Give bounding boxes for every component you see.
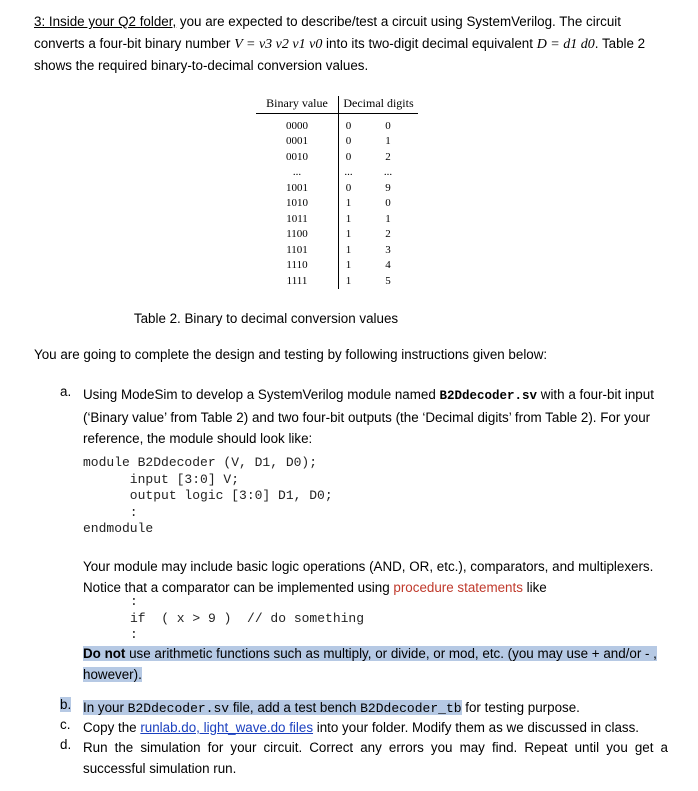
binary-cell: 1110	[286, 259, 308, 272]
decimal-d0-cell: 0	[385, 197, 391, 210]
item-c-text: Copy the runlab.do, light_wave.do files into your folder. Modify them as we discussed in class.	[83, 720, 640, 735]
do-not-emphasis: Do not	[83, 646, 126, 661]
table-row	[256, 114, 418, 134]
table-row	[256, 242, 418, 258]
decimal-d0-cell: 2	[385, 228, 391, 241]
d-expression: D = d1 d0	[536, 36, 595, 52]
binary-cell: 0010	[286, 150, 308, 163]
decimal-d1-cell: 1	[339, 273, 359, 289]
header-binary-value: Binary value	[256, 96, 339, 114]
binary-cell: 0000	[286, 119, 308, 132]
binary-cell: 1010	[286, 197, 308, 210]
header-decimal-digits: Decimal digits	[339, 96, 419, 114]
decimal-d0-cell: ...	[383, 166, 393, 179]
table-caption: Table 2. Binary to decimal conversion values	[133, 311, 399, 326]
comparator-code-block: : if ( x > 9 ) // do something :	[130, 594, 365, 642]
table-row	[256, 149, 418, 165]
decimal-d0-cell: 4	[385, 259, 391, 272]
decimal-d1-cell: 0	[339, 180, 359, 196]
decimal-d0-cell: 1	[385, 212, 391, 225]
item-c-marker: c.	[60, 717, 71, 732]
intro-paragraph: 3: Inside your Q2 folder, you are expected to describe/test a circuit using SystemVerilog. The circuit converts a four-bit binary number V = v3 v2 v1 v0 into its two-digit decimal equivalent D = d1 d0. Table 2 shows the required binary-to-decimal conversion values.	[34, 14, 646, 73]
module-filename: B2Ddecoder.sv	[439, 389, 538, 403]
decimal-d1-cell: 1	[339, 258, 359, 274]
decimal-d0-cell: 9	[385, 181, 391, 194]
decimal-d0-cell: 0	[385, 119, 391, 132]
table-row	[256, 134, 418, 150]
binary-cell: 1111	[286, 274, 308, 287]
instructions-intro: You are going to complete the design and testing by following instructions given below:	[34, 347, 548, 362]
table-row	[256, 227, 418, 243]
decimal-d1-cell: 0	[339, 149, 359, 165]
binary-cell: 1100	[286, 228, 308, 241]
decimal-d0-cell: 2	[385, 150, 391, 163]
decimal-d0-cell: 5	[385, 274, 391, 287]
decimal-d1-cell: 0	[339, 114, 359, 134]
binary-cell: 1001	[286, 181, 308, 194]
decimal-d1-cell: 1	[339, 196, 359, 212]
conversion-table-container	[256, 96, 418, 289]
decimal-d1-cell: ...	[339, 165, 359, 181]
module-code-block: module B2Ddecoder (V, D1, D0); input [3:0] V; output logic [3:0] D1, D0; : endmodule	[83, 455, 333, 536]
decimal-d1-cell: 1	[339, 227, 359, 243]
item-d-text: Run the simulation for your circuit. Correct any errors you may find. Repeat until you get a successful simulation run.	[83, 740, 668, 776]
decimal-d0-cell: 3	[385, 243, 391, 256]
conversion-table	[256, 96, 418, 289]
item-a-marker: a.	[60, 384, 72, 399]
question-heading: 3: Inside your Q2 folder,	[34, 14, 177, 29]
binary-cell: 0001	[286, 135, 308, 148]
item-b-marker: b.	[60, 697, 72, 712]
table-row	[256, 211, 418, 227]
item-d-marker: d.	[60, 737, 72, 752]
item-b-text: In your B2Ddecoder.sv file, add a test bench B2Ddecoder_tb for testing purpose.	[83, 700, 580, 716]
v-expression: V = v3 v2 v1 v0	[234, 36, 323, 52]
decimal-d0-cell: 1	[385, 135, 391, 148]
sv-filename: B2Ddecoder.sv	[127, 701, 230, 716]
conversion-table-body	[256, 114, 418, 289]
table-row	[256, 258, 418, 274]
item-a-paragraph-2: Your module may include basic logic operations (AND, OR, etc.), comparators, and multiplexers. Notice that a comparator can be implemented using procedure statements like	[83, 559, 654, 595]
table-row	[256, 165, 418, 181]
binary-cell: ...	[292, 166, 302, 179]
table-row	[256, 273, 418, 289]
decimal-d1-cell: 1	[339, 242, 359, 258]
decimal-d1-cell: 1	[339, 211, 359, 227]
do-files-link[interactable]: runlab.do, light_wave.do files	[140, 720, 314, 735]
table-row	[256, 180, 418, 196]
item-a-note: Do not use arithmetic functions such as multiply, or divide, or mod, etc. (you may use + and/or - , however).	[83, 646, 657, 682]
decimal-d1-cell: 0	[339, 134, 359, 150]
binary-cell: 1011	[286, 212, 308, 225]
binary-cell: 1101	[286, 243, 308, 256]
testbench-name: B2Ddecoder_tb	[360, 701, 462, 716]
procedure-statements-term: procedure statements	[393, 580, 523, 595]
item-a-text: Using ModeSim to develop a SystemVerilog module named B2Ddecoder.sv with a four-bit input (‘Binary value’ from Table 2) and two four-bit outputs (the ‘Decimal digits’ from Table 2). For your reference, the module should look like:	[83, 387, 654, 446]
table-row	[256, 196, 418, 212]
